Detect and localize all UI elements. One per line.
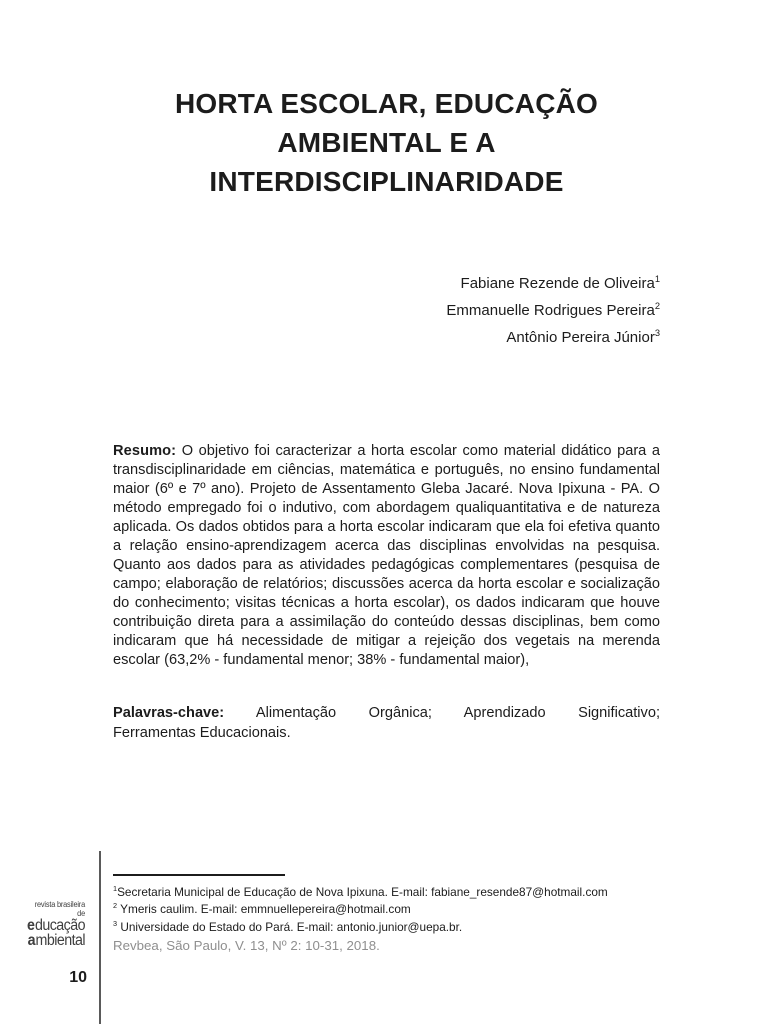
footnote-marker: 2 bbox=[113, 901, 118, 911]
page-title-line: AMBIENTAL E A bbox=[277, 127, 496, 158]
abstract-label: Resumo: bbox=[113, 443, 177, 459]
author-line bbox=[113, 270, 660, 297]
footnote-text: Universidade do Estado do Pará. E-mail: antonio.junior@uepa.br. bbox=[117, 919, 463, 934]
keywords-text: Alimentação Orgânica; Aprendizado Significativo; bbox=[255, 705, 661, 721]
footnote-separator-rule bbox=[113, 874, 285, 876]
keywords-paragraph bbox=[113, 703, 660, 743]
footnote-text: Secretaria Municipal de Educação de Nova Ipixuna. E-mail: fabiane_resende87@hotmail.com bbox=[117, 885, 608, 899]
keywords-line bbox=[113, 703, 660, 723]
journal-citation: Revbea, São Paulo, V. 13, Nº 2: 10-31, 2018. bbox=[113, 937, 380, 953]
abstract-paragraph bbox=[113, 442, 660, 670]
journal-logo-text: ambiental bbox=[27, 932, 85, 949]
author-line bbox=[113, 297, 660, 324]
page-title-line: HORTA ESCOLAR, EDUCAÇÃO bbox=[174, 88, 599, 119]
footnote-marker: 1 bbox=[113, 884, 118, 894]
page-title-line: INTERDISCIPLINARIDADE bbox=[209, 166, 564, 197]
author-affiliation-marker: 2 bbox=[654, 301, 660, 311]
journal-logo-text: revista brasileira bbox=[34, 900, 85, 909]
footnotes-block bbox=[113, 884, 673, 955]
journal-logo-text: educação bbox=[27, 917, 85, 934]
author-affiliation-marker: 1 bbox=[654, 274, 660, 284]
author-affiliation-marker: 3 bbox=[654, 328, 660, 338]
footnote-text: Ymeris caulim. E-mail: emmnuellepereira@hotmail.com bbox=[117, 902, 411, 917]
footnote-item bbox=[113, 901, 673, 918]
keywords-label: Palavras-chave: bbox=[113, 705, 225, 721]
keywords-line: Ferramentas Educacionais. bbox=[113, 725, 291, 741]
author-name: Emmanuelle Rodrigues Pereira bbox=[446, 302, 655, 319]
journal-logo bbox=[7, 901, 85, 948]
author-name: Fabiane Rezende de Oliveira bbox=[460, 275, 655, 292]
author-list bbox=[113, 270, 660, 351]
footnote-item bbox=[113, 884, 673, 901]
journal-logo-text: de bbox=[77, 908, 85, 918]
page-title bbox=[113, 84, 660, 201]
margin-divider-line bbox=[99, 851, 101, 1024]
footnote-marker: 3 bbox=[113, 918, 118, 928]
footnote-item bbox=[113, 919, 673, 936]
abstract-text: O objetivo foi caracterizar a horta escolar como material didático para a transdisciplinaridade em ciências, matemática e português, no ensino fundamental maior (6º e 7º ano). Projeto de Assentamento Gleba Jacaré. Nova Ipixuna - PA. O método empregado foi o indutivo, com abordagem qualiquantitativa e de natureza aplicada. Os dados obtidos para a horta escolar indicaram que ela foi efetiva quanto a relação ensino-aprendizagem acerca das disciplinas envolvidas na pesquisa. Quanto aos dados para as atividades pedagógicas complementares (pesquisa de campo; elaboração de relatórios; discussões acerca da horta escolar e socialização do conhecimento; visitas técnicas a horta escolar), os dados indicaram que houve contribuição direta para a assimilação do conteúdo dessas disciplinas, bem como indicaram que há necessidade de mitigar a rejeição dos vegetais na merenda escolar (63,2% - fundamental menor; 38% - fundamental maior), bbox=[113, 443, 660, 668]
author-name: Antônio Pereira Júnior bbox=[506, 329, 655, 346]
author-line bbox=[113, 324, 660, 351]
page-number: 10 bbox=[69, 969, 87, 986]
